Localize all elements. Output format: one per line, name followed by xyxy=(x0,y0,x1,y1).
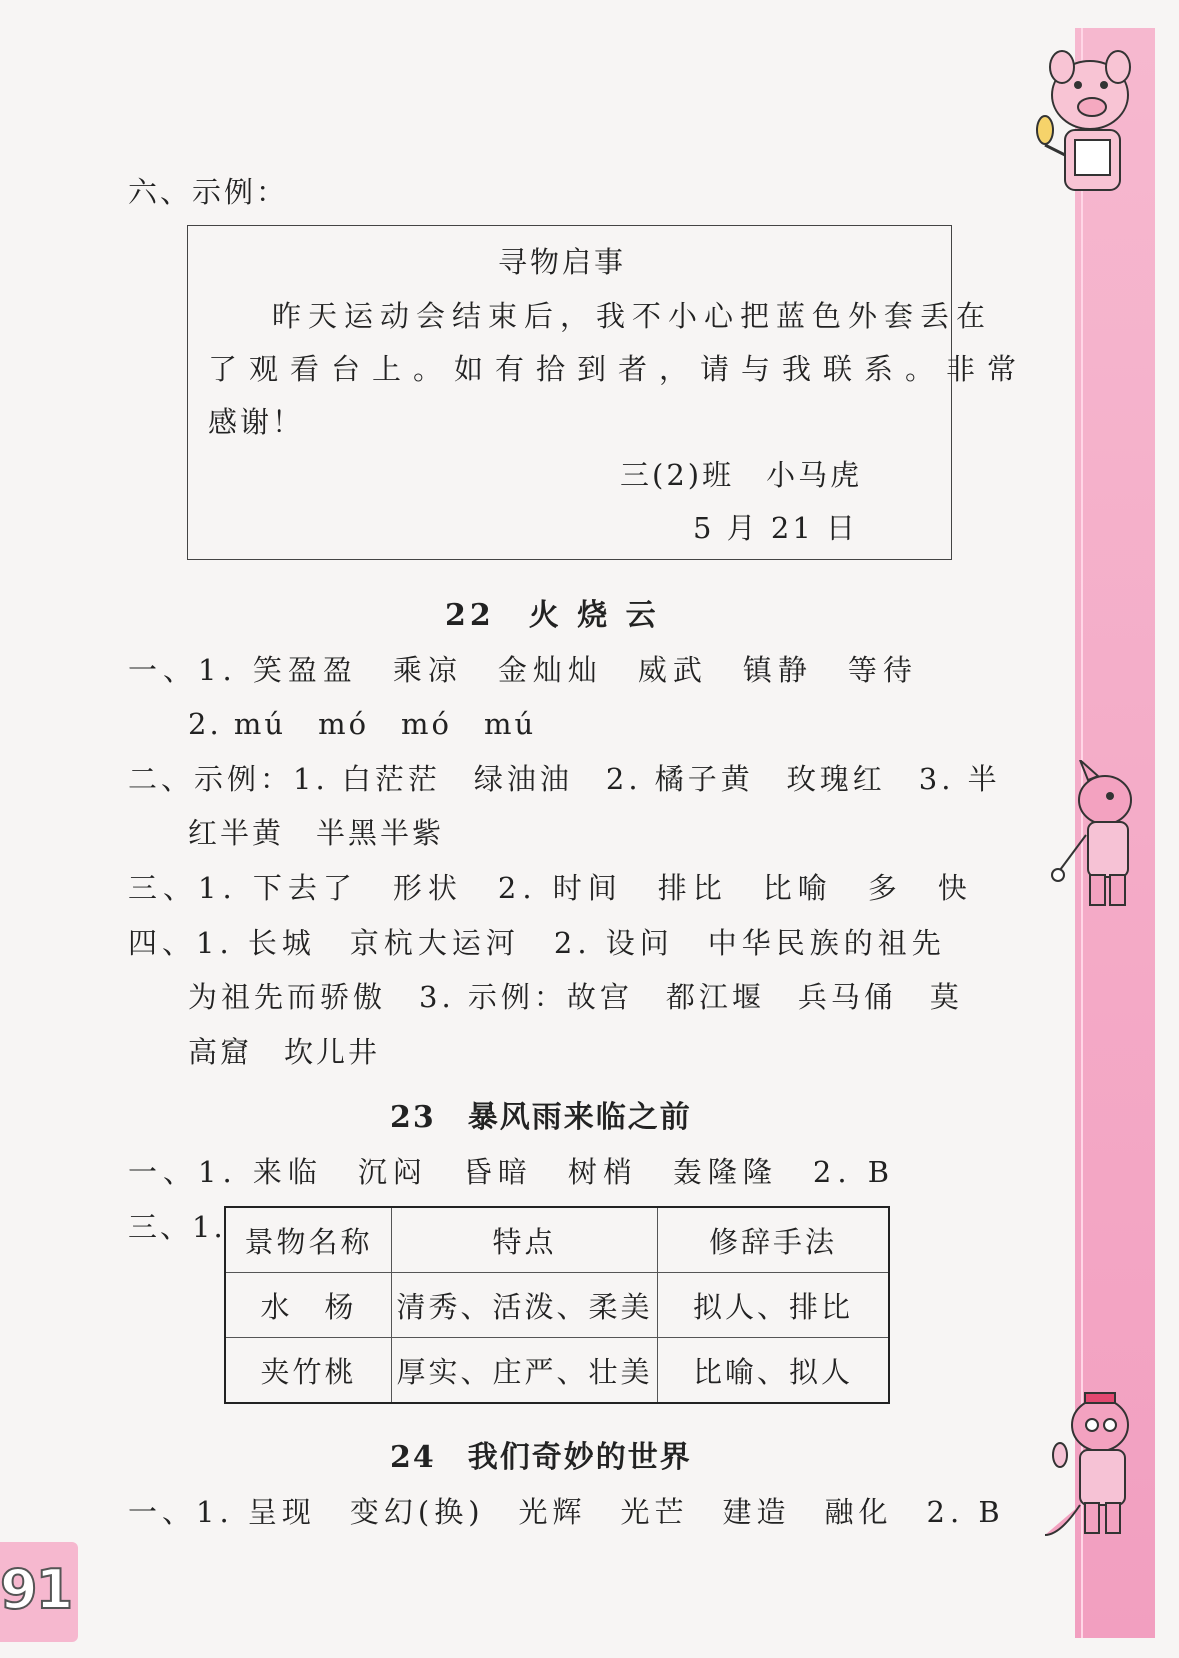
page-number: 91 xyxy=(0,1558,72,1621)
table-row xyxy=(225,1338,889,1404)
lesson22-q1-2: 2. mú mó mó mú xyxy=(188,707,537,741)
pig-cartoon-icon xyxy=(1020,45,1150,215)
section6-label: 六、示例： xyxy=(128,175,289,209)
lesson22-q4-b: 为祖先而骄傲 3. 示例：故宫 都江堰 兵马俑 莫 xyxy=(188,980,963,1014)
table-cell: 拟人、排比 xyxy=(658,1273,890,1338)
table-header: 景物名称 xyxy=(225,1207,392,1273)
table-cell: 水 杨 xyxy=(225,1273,392,1338)
table-header-row xyxy=(225,1207,889,1273)
lesson23-q3-label: 三、1. xyxy=(128,1210,226,1244)
wolf-yoyo-cartoon-icon xyxy=(1050,760,1150,920)
table-row xyxy=(225,1273,889,1338)
lesson22-q1-1: 一、1. 笑盈盈 乘凉 金灿灿 威武 镇静 等待 xyxy=(128,653,918,687)
notice-body-1: 昨天运动会结束后，我不小心把蓝色外套丢在 xyxy=(272,299,993,333)
lesson22-q4-c: 高窟 坎儿井 xyxy=(188,1035,381,1069)
notice-signature: 三(2)班 小马虎 xyxy=(620,458,863,492)
lesson22-q4-a: 四、1. 长城 京杭大运河 2. 设问 中华民族的祖先 xyxy=(128,926,946,960)
notice-body-2: 了观看台上。如有拾到者，请与我联系。非常 xyxy=(208,352,1029,386)
table-header: 特点 xyxy=(392,1207,658,1273)
notice-body-3: 感谢！ xyxy=(208,405,305,439)
fox-cartoon-icon xyxy=(1040,1385,1150,1555)
lost-item-notice xyxy=(187,225,1029,560)
lesson24-q1: 一、1. 呈现 变幻(换) 光辉 光芒 建造 融化 2. B xyxy=(128,1495,1005,1529)
lesson22-q2-b: 红半黄 半黑半紫 xyxy=(188,816,445,850)
notice-date: 5 月 21 日 xyxy=(693,511,859,545)
notice-title: 寻物启事 xyxy=(498,245,627,279)
lesson23-q1: 一、1. 来临 沉闷 昏暗 树梢 轰隆隆 2. B xyxy=(128,1155,896,1189)
scenery-table xyxy=(224,1206,890,1404)
table-cell: 清秀、活泼、柔美 xyxy=(392,1273,658,1338)
lesson22-q2-a: 二、示例：1. 白茫茫 绿油油 2. 橘子黄 玫瑰红 3. 半 xyxy=(128,762,1001,796)
lesson23-title: 23 暴风雨来临之前 xyxy=(390,1100,692,1135)
lesson24-title: 24 我们奇妙的世界 xyxy=(390,1440,692,1475)
lesson22-q3: 三、1. 下去了 形状 2. 时间 排比 比喻 多 快 xyxy=(128,871,973,905)
lesson22-title: 22 火 烧 云 xyxy=(445,598,660,633)
table-cell: 夹竹桃 xyxy=(225,1338,392,1404)
table-cell: 厚实、庄严、壮美 xyxy=(392,1338,658,1404)
table-cell: 比喻、拟人 xyxy=(658,1338,890,1404)
table-header: 修辞手法 xyxy=(658,1207,890,1273)
